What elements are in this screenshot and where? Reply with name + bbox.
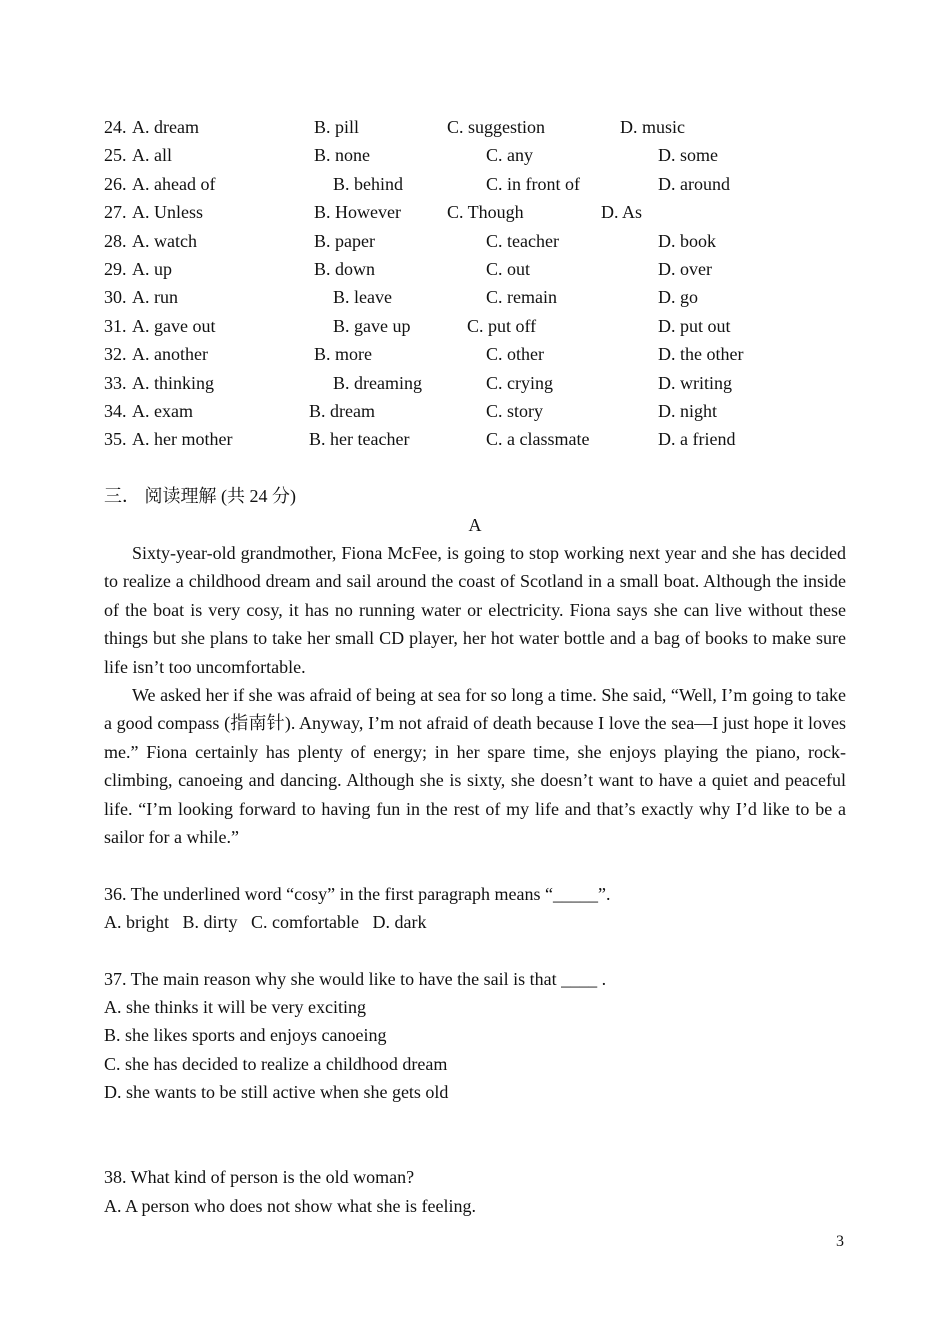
option-row-25 <box>0 141 950 169</box>
option-d: D. writing <box>658 373 732 393</box>
option-row-27 <box>0 198 950 226</box>
option-b: B. her teacher <box>309 429 410 449</box>
option-d: D. some <box>658 145 718 165</box>
option-b: B. down <box>314 259 376 279</box>
option-b: B. more <box>314 344 372 364</box>
q-num: 35. <box>104 429 127 449</box>
option-a: A. another <box>132 344 208 364</box>
option-d: D. a friend <box>658 429 736 449</box>
q-num: 34. <box>104 401 127 421</box>
option-c: C. any <box>486 145 533 165</box>
option-a: A. watch <box>132 231 197 251</box>
q-num: 26. <box>104 174 127 194</box>
option-row-28 <box>0 227 950 255</box>
question-37-option-c: C. she has decided to realize a childhood dream <box>104 1054 448 1074</box>
option-row-30 <box>0 283 950 311</box>
q-num: 28. <box>104 231 127 251</box>
q-num: 30. <box>104 287 127 307</box>
q-num: 25. <box>104 145 127 165</box>
option-a: A. ahead of <box>132 174 216 194</box>
option-d: D. music <box>620 117 685 137</box>
page-number: 3 <box>836 1233 844 1250</box>
option-d: D. put out <box>658 316 731 336</box>
option-b: B. dream <box>309 401 375 421</box>
option-row-29 <box>0 255 950 283</box>
section-title: 三． 阅读理解 (共 24 分) <box>104 486 296 506</box>
option-c: C. remain <box>486 287 557 307</box>
option-a: A. exam <box>132 401 193 421</box>
option-c: C. out <box>486 259 531 279</box>
passage-paragraph-2: We asked her if she was afraid of being at sea for so long a time. She said, “Well, I’m going to take a good compass (指南针). Anyway, I’m not afraid of death because I love the sea—I just hope it loves me.” Fiona certainly has plenty of energy; in her spare time, she enjoys playing the piano, rock-climbing, canoeing and dancing. Although she is sixty, she doesn’t want to have a quiet and peaceful life. “I’m looking forward to having fun in the rest of my life and that’s exactly why I’d like to be a sailor for a while.” <box>104 685 846 848</box>
option-c: C. Though <box>447 202 524 222</box>
option-d: D. around <box>658 174 730 194</box>
question-37-option-a: A. she thinks it will be very exciting <box>104 997 366 1017</box>
q-num: 32. <box>104 344 127 364</box>
option-a: A. her mother <box>132 429 233 449</box>
q-num: 31. <box>104 316 127 336</box>
q-num: 24. <box>104 117 127 137</box>
option-b: B. gave up <box>333 316 411 336</box>
question-38-option-a: A. A person who does not show what she is feeling. <box>104 1196 476 1216</box>
q-num: 33. <box>104 373 127 393</box>
option-a: A. all <box>132 145 172 165</box>
option-c: C. story <box>486 401 544 421</box>
option-c: C. teacher <box>486 231 559 251</box>
option-a: A. run <box>132 287 178 307</box>
option-row-34 <box>0 397 950 425</box>
option-row-26 <box>0 170 950 198</box>
option-d: D. As <box>601 202 643 222</box>
q-num: 29. <box>104 259 127 279</box>
q-num: 27. <box>104 202 127 222</box>
option-b: B. paper <box>314 231 375 251</box>
option-row-24 <box>0 113 950 141</box>
question-36-stem: 36. The underlined word “cosy” in the first paragraph means “_____”. <box>104 884 611 904</box>
option-d: D. the other <box>658 344 744 364</box>
option-c: C. a classmate <box>486 429 590 449</box>
question-37-option-b: B. she likes sports and enjoys canoeing <box>104 1025 387 1045</box>
option-d: D. over <box>658 259 712 279</box>
option-c: C. put off <box>467 316 537 336</box>
option-b: B. none <box>314 145 370 165</box>
option-row-33 <box>0 369 950 397</box>
option-c: C. suggestion <box>447 117 546 137</box>
passage-label: A <box>468 515 482 535</box>
option-d: D. book <box>658 231 716 251</box>
option-b: B. leave <box>333 287 392 307</box>
option-row-31 <box>0 312 950 340</box>
option-a: A. Unless <box>132 202 203 222</box>
option-a: A. up <box>132 259 172 279</box>
option-d: D. night <box>658 401 718 421</box>
question-37-stem: 37. The main reason why she would like to have the sail is that ____ . <box>104 969 607 989</box>
passage-paragraph-1: Sixty-year-old grandmother, Fiona McFee, is going to stop working next year and she has decided to realize a childhood dream and sail around the coast of Scotland in a small boat. Although the inside of the boat is very cosy, it has no running water or electricity. Fiona says she can live without these things but she plans to take her small CD player, her hot water bottle and a bag of books to make sure life isn’t too uncomfortable. <box>104 543 846 677</box>
option-a: A. thinking <box>132 373 215 393</box>
question-38-stem: 38. What kind of person is the old woman? <box>104 1167 415 1187</box>
option-d: D. go <box>658 287 698 307</box>
question-37-option-d: D. she wants to be still active when she gets old <box>104 1082 449 1102</box>
option-b: B. pill <box>314 117 360 137</box>
option-c: C. in front of <box>486 174 580 194</box>
option-row-35 <box>0 425 950 453</box>
option-a: A. dream <box>132 117 199 137</box>
option-b: B. However <box>314 202 401 222</box>
option-a: A. gave out <box>132 316 216 336</box>
option-b: B. dreaming <box>333 373 422 393</box>
question-36-options: A. bright B. dirty C. comfortable D. dark <box>104 912 427 932</box>
option-row-32 <box>0 340 950 368</box>
option-c: C. other <box>486 344 544 364</box>
option-c: C. crying <box>486 373 553 393</box>
option-b: B. behind <box>333 174 403 194</box>
